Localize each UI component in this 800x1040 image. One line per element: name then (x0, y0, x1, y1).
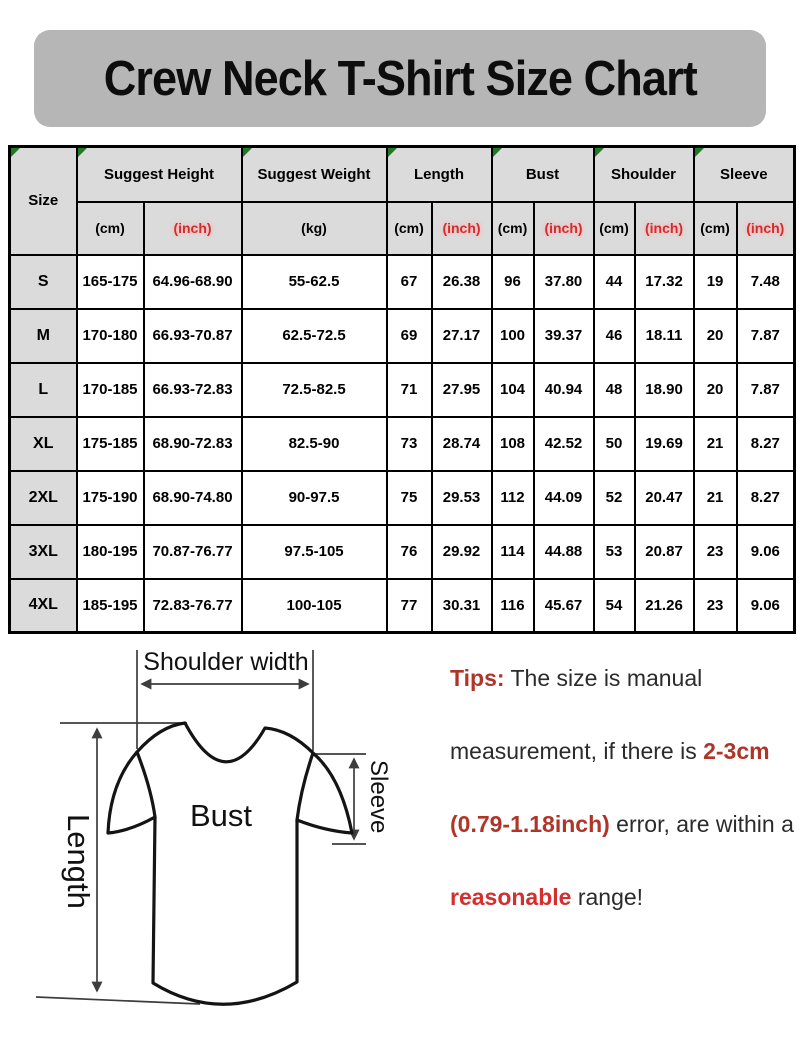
size-cell: 4XL (10, 579, 77, 633)
size-cell: L (10, 363, 77, 417)
data-cell: 62.5-72.5 (242, 309, 387, 363)
data-cell: 8.27 (737, 471, 795, 525)
data-cell: 44 (594, 255, 635, 309)
data-cell: 170-185 (77, 363, 144, 417)
data-cell: 52 (594, 471, 635, 525)
data-cell: 55-62.5 (242, 255, 387, 309)
size-cell: M (10, 309, 77, 363)
data-cell: 7.48 (737, 255, 795, 309)
header-row-units (10, 202, 795, 255)
data-cell: 20.47 (635, 471, 694, 525)
unit-header-inch: (inch) (432, 202, 492, 255)
data-cell: 8.27 (737, 417, 795, 471)
data-cell: 44.09 (534, 471, 594, 525)
data-cell: 69 (387, 309, 432, 363)
data-cell: 46 (594, 309, 635, 363)
data-cell: 9.06 (737, 525, 795, 579)
data-cell: 20 (694, 363, 737, 417)
tips-segment: The size is manual measurement, if there is (450, 665, 704, 764)
data-cell: 72.83-76.77 (144, 579, 242, 633)
size-cell: XL (10, 417, 77, 471)
column-header-suggest-weight: Suggest Weight (242, 147, 387, 202)
page-title: Crew Neck T-Shirt Size Chart (103, 51, 697, 106)
data-cell: 170-180 (77, 309, 144, 363)
shoulder-width-label: Shoulder width (143, 648, 309, 676)
data-cell: 45.67 (534, 579, 594, 633)
size-cell: S (10, 255, 77, 309)
data-cell: 100 (492, 309, 534, 363)
size-chart (8, 145, 793, 634)
tips-tolerance-value: 2-3cm (0.79-1.18inch) (450, 738, 770, 837)
tips-segment: error, are within a (609, 811, 794, 837)
unit-header: (cm) (492, 202, 534, 255)
data-cell: 70.87-76.77 (144, 525, 242, 579)
size-cell: 2XL (10, 471, 77, 525)
data-cell: 104 (492, 363, 534, 417)
unit-header-inch: (inch) (144, 202, 242, 255)
data-cell: 21 (694, 471, 737, 525)
data-cell: 180-195 (77, 525, 144, 579)
tips-highlight: reasonable (450, 884, 572, 910)
data-cell: 68.90-72.83 (144, 417, 242, 471)
data-cell: 50 (594, 417, 635, 471)
data-cell: 67 (387, 255, 432, 309)
data-cell: 96 (492, 255, 534, 309)
unit-header-inch: (inch) (737, 202, 795, 255)
data-cell: 17.32 (635, 255, 694, 309)
column-header-suggest-height: Suggest Height (77, 147, 242, 202)
data-cell: 23 (694, 525, 737, 579)
unit-header: (cm) (77, 202, 144, 255)
table-row (10, 309, 795, 363)
data-cell: 37.80 (534, 255, 594, 309)
table-row (10, 471, 795, 525)
table-row (10, 579, 795, 633)
data-cell: 21 (694, 417, 737, 471)
data-cell: 54 (594, 579, 635, 633)
data-cell: 175-185 (77, 417, 144, 471)
data-cell: 90-97.5 (242, 471, 387, 525)
data-cell: 97.5-105 (242, 525, 387, 579)
sleeve-label: Sleeve (365, 760, 392, 834)
data-cell: 29.53 (432, 471, 492, 525)
header-row-groups (10, 147, 795, 202)
size-chart-table (8, 145, 796, 634)
column-header-shoulder: Shoulder (594, 147, 694, 202)
tips-segment: range! (571, 884, 644, 910)
data-cell: 7.87 (737, 363, 795, 417)
data-cell: 77 (387, 579, 432, 633)
data-cell: 9.06 (737, 579, 795, 633)
tips-label: Tips: (450, 665, 505, 691)
table-row (10, 525, 795, 579)
column-header-size: Size (10, 147, 77, 255)
unit-header-inch: (inch) (534, 202, 594, 255)
data-cell: 165-175 (77, 255, 144, 309)
table-row (10, 255, 795, 309)
data-cell: 28.74 (432, 417, 492, 471)
data-cell: 114 (492, 525, 534, 579)
data-cell: 71 (387, 363, 432, 417)
data-cell: 7.87 (737, 309, 795, 363)
column-header-length: Length (387, 147, 492, 202)
tshirt-outline (108, 723, 352, 1004)
data-cell: 20 (694, 309, 737, 363)
unit-header: (kg) (242, 202, 387, 255)
data-cell: 18.11 (635, 309, 694, 363)
column-header-bust: Bust (492, 147, 594, 202)
title-banner (34, 30, 766, 127)
data-cell: 48 (594, 363, 635, 417)
data-cell: 108 (492, 417, 534, 471)
size-cell: 3XL (10, 525, 77, 579)
unit-header: (cm) (694, 202, 737, 255)
table-row (10, 417, 795, 471)
size-table-body (10, 255, 795, 633)
data-cell: 68.90-74.80 (144, 471, 242, 525)
data-cell: 20.87 (635, 525, 694, 579)
unit-header-inch: (inch) (635, 202, 694, 255)
data-cell: 66.93-70.87 (144, 309, 242, 363)
data-cell: 18.90 (635, 363, 694, 417)
data-cell: 175-190 (77, 471, 144, 525)
data-cell: 82.5-90 (242, 417, 387, 471)
unit-header: (cm) (387, 202, 432, 255)
tshirt-measurement-diagram (30, 648, 460, 1040)
data-cell: 185-195 (77, 579, 144, 633)
length-ref-bottom (36, 997, 200, 1004)
data-cell: 40.94 (534, 363, 594, 417)
bust-label: Bust (190, 798, 253, 833)
data-cell: 116 (492, 579, 534, 633)
data-cell: 30.31 (432, 579, 492, 633)
tips-text (450, 642, 794, 934)
data-cell: 44.88 (534, 525, 594, 579)
table-row (10, 363, 795, 417)
data-cell: 27.17 (432, 309, 492, 363)
data-cell: 39.37 (534, 309, 594, 363)
data-cell: 112 (492, 471, 534, 525)
column-header-sleeve: Sleeve (694, 147, 795, 202)
data-cell: 42.52 (534, 417, 594, 471)
data-cell: 29.92 (432, 525, 492, 579)
data-cell: 23 (694, 579, 737, 633)
data-cell: 19 (694, 255, 737, 309)
data-cell: 21.26 (635, 579, 694, 633)
data-cell: 64.96-68.90 (144, 255, 242, 309)
data-cell: 26.38 (432, 255, 492, 309)
data-cell: 100-105 (242, 579, 387, 633)
data-cell: 75 (387, 471, 432, 525)
length-label: Length (61, 814, 96, 909)
data-cell: 19.69 (635, 417, 694, 471)
data-cell: 53 (594, 525, 635, 579)
data-cell: 76 (387, 525, 432, 579)
data-cell: 73 (387, 417, 432, 471)
data-cell: 72.5-82.5 (242, 363, 387, 417)
data-cell: 66.93-72.83 (144, 363, 242, 417)
unit-header: (cm) (594, 202, 635, 255)
data-cell: 27.95 (432, 363, 492, 417)
